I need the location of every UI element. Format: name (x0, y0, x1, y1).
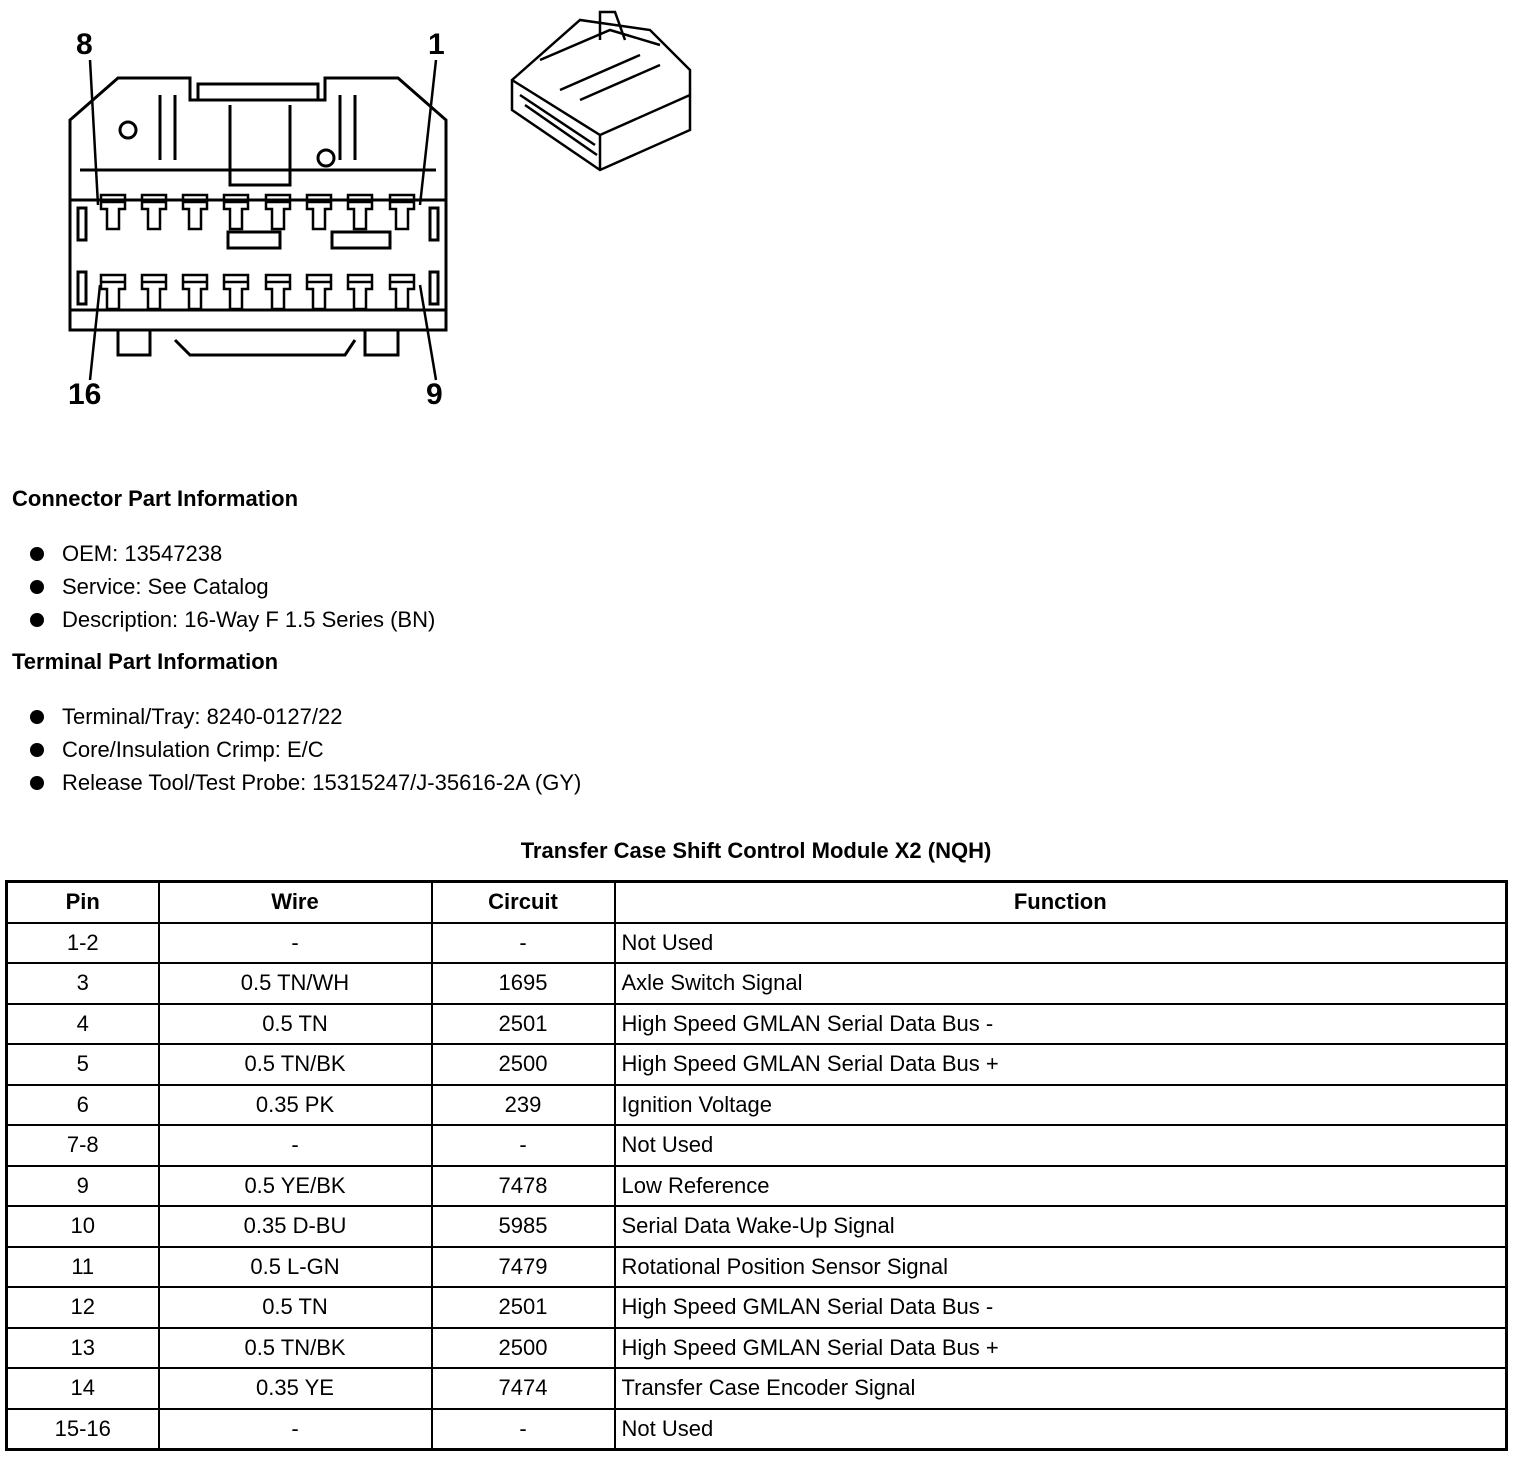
cell-function: High Speed GMLAN Serial Data Bus - (615, 1287, 1507, 1328)
bullet-icon (30, 580, 44, 594)
connector-diagram (0, 0, 720, 430)
cell-pin: 4 (7, 1004, 159, 1045)
terminal-cavity-bottom-1 (101, 275, 125, 309)
terminal-cavity-bottom-4 (224, 275, 248, 309)
cell-pin: 6 (7, 1085, 159, 1126)
table-row (7, 1287, 1507, 1328)
table-row (7, 923, 1507, 964)
cell-circuit: - (432, 1125, 615, 1166)
cell-function: Not Used (615, 923, 1507, 964)
cell-wire: 0.5 L-GN (159, 1247, 432, 1288)
cell-pin: 11 (7, 1247, 159, 1288)
cell-circuit: 2500 (432, 1328, 615, 1369)
cell-function: Low Reference (615, 1166, 1507, 1207)
cell-function: Ignition Voltage (615, 1085, 1507, 1126)
bullet-icon (30, 710, 44, 724)
cell-circuit: - (432, 923, 615, 964)
cell-function: Rotational Position Sensor Signal (615, 1247, 1507, 1288)
table-row (7, 963, 1507, 1004)
table-row (7, 1085, 1507, 1126)
table-row (7, 1247, 1507, 1288)
cell-pin: 3 (7, 963, 159, 1004)
cell-pin: 15-16 (7, 1409, 159, 1450)
cell-pin: 13 (7, 1328, 159, 1369)
cell-pin: 12 (7, 1287, 159, 1328)
cell-function: Axle Switch Signal (615, 963, 1507, 1004)
pin-label-1: 1 (428, 28, 445, 61)
cell-circuit: 2501 (432, 1287, 615, 1328)
cell-wire: - (159, 1409, 432, 1450)
cell-wire: - (159, 923, 432, 964)
table-row (7, 1044, 1507, 1085)
terminal-cavity-bottom-7 (348, 275, 372, 309)
list-item: Terminal/Tray: 8240-0127/22 (30, 700, 581, 733)
cell-circuit: - (432, 1409, 615, 1450)
cell-wire: 0.5 YE/BK (159, 1166, 432, 1207)
terminal-info-list (30, 700, 581, 799)
cell-circuit: 7474 (432, 1368, 615, 1409)
column-header-circuit: Circuit (432, 882, 615, 923)
connector-3d-thumbnail (512, 12, 690, 170)
connector-info-title: Connector Part Information (12, 486, 299, 511)
cell-function: Not Used (615, 1409, 1507, 1450)
table-header-row (7, 882, 1507, 923)
cell-wire: 0.35 D-BU (159, 1206, 432, 1247)
terminal-info-title: Terminal Part Information (12, 649, 279, 674)
table-row (7, 1166, 1507, 1207)
cell-function: High Speed GMLAN Serial Data Bus + (615, 1328, 1507, 1369)
cell-circuit: 2501 (432, 1004, 615, 1045)
terminal-cavity-bottom-2 (142, 275, 166, 309)
cell-pin: 9 (7, 1166, 159, 1207)
terminal-cavity-bottom-8 (390, 275, 414, 309)
bullet-icon (30, 613, 44, 627)
column-header-wire: Wire (159, 882, 432, 923)
table-row (7, 1328, 1507, 1369)
connector-face-drawing (0, 0, 720, 430)
terminal-cavity-bottom-6 (307, 275, 331, 309)
cell-circuit: 7479 (432, 1247, 615, 1288)
list-item: OEM: 13547238 (30, 537, 435, 570)
terminal-cavity-bottom-3 (183, 275, 207, 309)
list-item: Core/Insulation Crimp: E/C (30, 733, 581, 766)
cell-wire: 0.5 TN/BK (159, 1328, 432, 1369)
table-row (7, 1125, 1507, 1166)
connector-info-list (30, 537, 435, 636)
cell-circuit: 1695 (432, 963, 615, 1004)
cell-wire: 0.5 TN/BK (159, 1044, 432, 1085)
pin-label-9: 9 (426, 378, 443, 411)
table-row (7, 1206, 1507, 1247)
cell-wire: 0.35 PK (159, 1085, 432, 1126)
cell-pin: 1-2 (7, 923, 159, 964)
table-title: Transfer Case Shift Control Module X2 (NQH) (520, 838, 992, 863)
cell-wire: 0.5 TN (159, 1004, 432, 1045)
cell-circuit: 5985 (432, 1206, 615, 1247)
cell-wire: - (159, 1125, 432, 1166)
bullet-icon (30, 547, 44, 561)
column-header-function: Function (615, 882, 1507, 923)
cell-pin: 7-8 (7, 1125, 159, 1166)
cell-function: High Speed GMLAN Serial Data Bus + (615, 1044, 1507, 1085)
table-row (7, 1004, 1507, 1045)
cell-circuit: 2500 (432, 1044, 615, 1085)
bullet-icon (30, 743, 44, 757)
cell-circuit: 7478 (432, 1166, 615, 1207)
list-item: Description: 16-Way F 1.5 Series (BN) (30, 603, 435, 636)
pin-label-8: 8 (76, 28, 93, 61)
cell-pin: 14 (7, 1368, 159, 1409)
list-item: Service: See Catalog (30, 570, 435, 603)
cell-function: High Speed GMLAN Serial Data Bus - (615, 1004, 1507, 1045)
pinout-table (5, 880, 1508, 1451)
cell-wire: 0.5 TN (159, 1287, 432, 1328)
cell-circuit: 239 (432, 1085, 615, 1126)
cell-function: Serial Data Wake-Up Signal (615, 1206, 1507, 1247)
table-row (7, 1409, 1507, 1450)
cell-pin: 10 (7, 1206, 159, 1247)
table-row (7, 1368, 1507, 1409)
cell-wire: 0.5 TN/WH (159, 963, 432, 1004)
cell-function: Not Used (615, 1125, 1507, 1166)
bullet-icon (30, 776, 44, 790)
column-header-pin: Pin (7, 882, 159, 923)
terminal-cavity-bottom-5 (266, 275, 290, 309)
list-item: Release Tool/Test Probe: 15315247/J-35616-2A (GY) (30, 766, 581, 799)
cell-wire: 0.35 YE (159, 1368, 432, 1409)
pin-label-16: 16 (68, 378, 102, 411)
cell-function: Transfer Case Encoder Signal (615, 1368, 1507, 1409)
cell-pin: 5 (7, 1044, 159, 1085)
